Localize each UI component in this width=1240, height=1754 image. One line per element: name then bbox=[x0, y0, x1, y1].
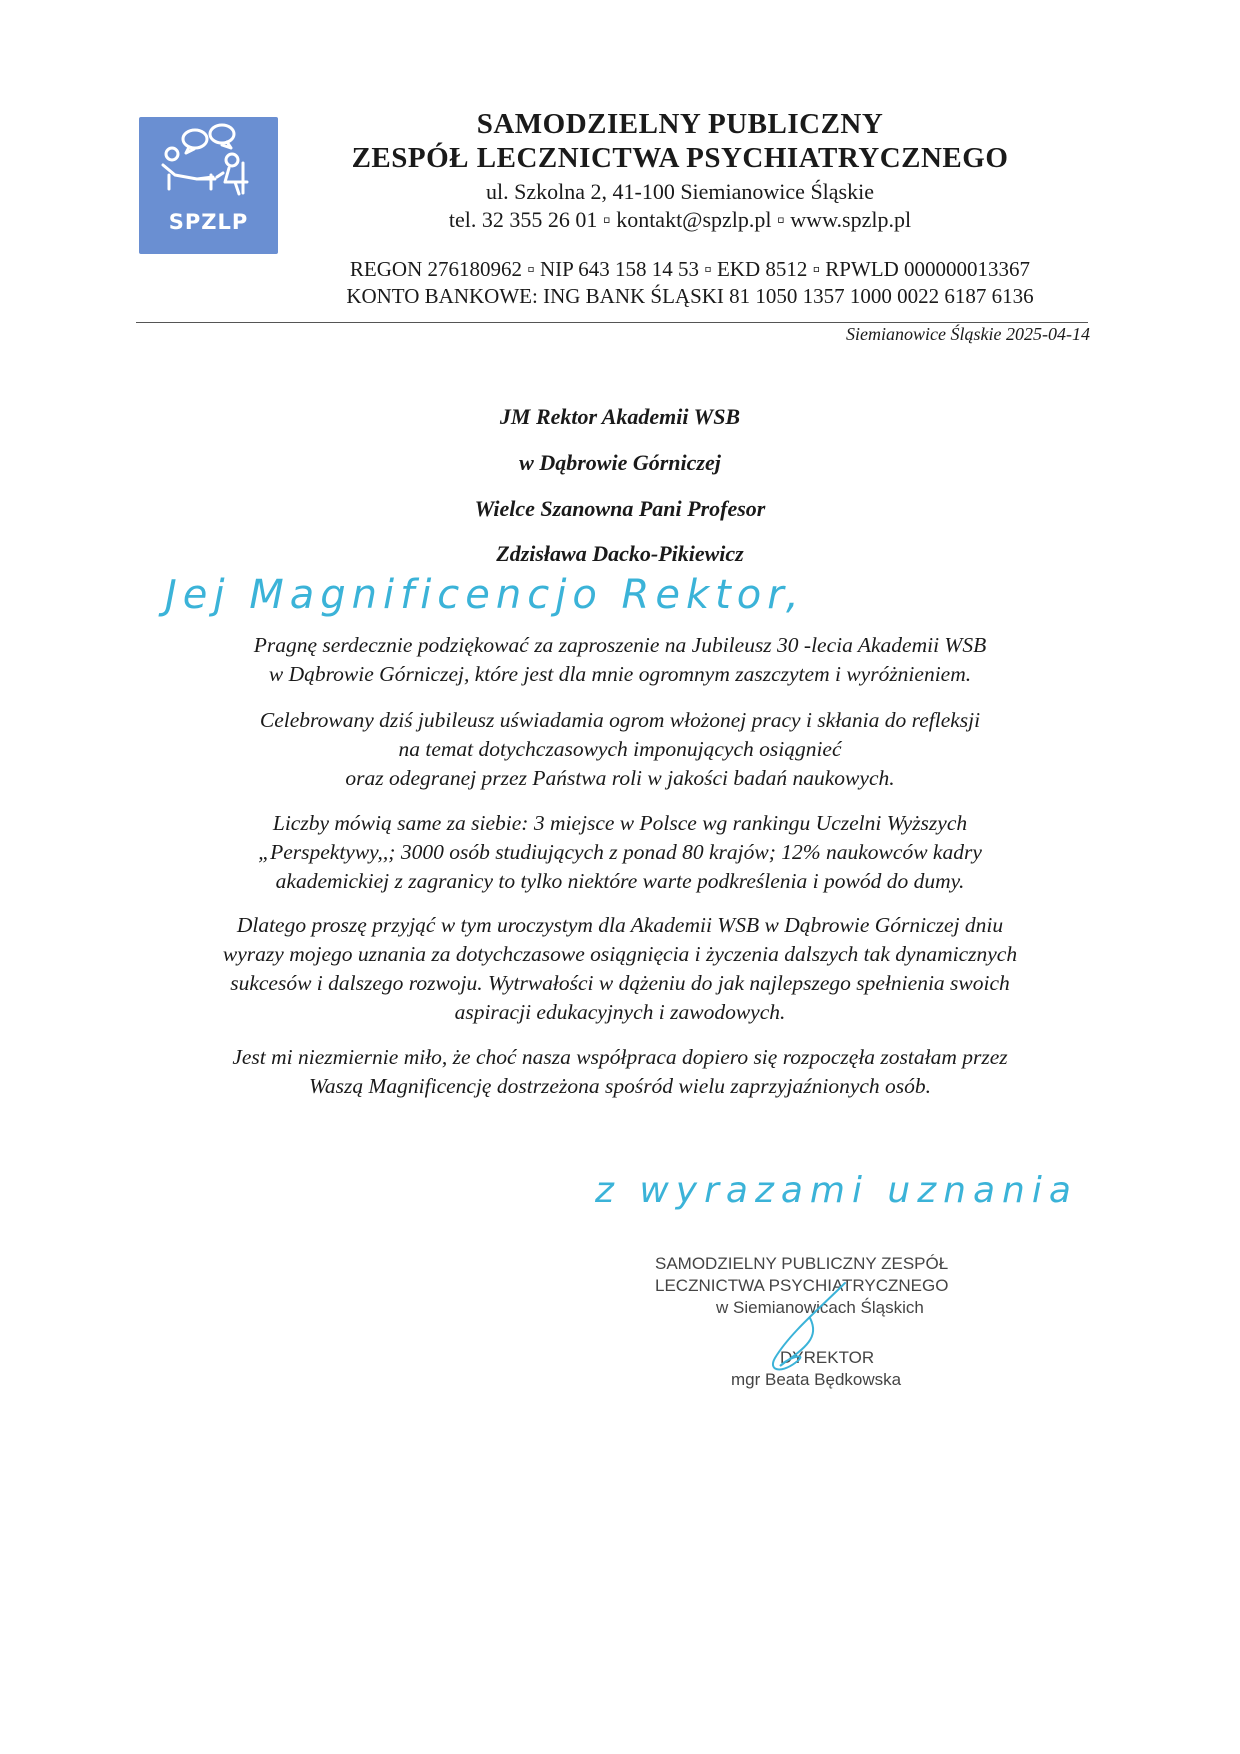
body-paragraph-2: Celebrowany dziś jubileusz uświadamia ogrom włożonej pracy i skłania do refleksji na temat dotychczasowych imponujących osiągnieć oraz odegranej przez Państwa roli w jakości badań naukowych. bbox=[259, 708, 981, 790]
stamp-line1: SAMODZIELNY PUBLICZNY ZESPÓŁ bbox=[655, 1254, 949, 1273]
logo-text: SPZLP bbox=[168, 210, 249, 234]
organization-address: ul. Szkolna 2, 41-100 Siemianowice Śląskie bbox=[486, 179, 874, 204]
stamp-title: DYREKTOR bbox=[780, 1348, 875, 1367]
registration-numbers: REGON 276180962 ▫ NIP 643 158 14 53 ▫ EKD 8512 ▫ RPWLD 000000013367 bbox=[349, 257, 1031, 281]
handwritten-salutation: Jej Magnificencjo Rektor, bbox=[165, 572, 805, 618]
addressee-line3: Wielce Szanowna Pani Profesor bbox=[474, 496, 766, 521]
body-paragraph-4: Dlatego proszę przyjąć w tym uroczystym dla Akademii WSB w Dąbrowie Górniczej dniu wyrazy mojego uznania za dotychczasowe osiągnięcia i życzenia dalszych tak dynamicznych sukcesów i dalszego rozwoju. Wytrwałości w dążeniu do jak najlepszego spełnienia swoich aspiracji edukacyjnych i zawodowych. bbox=[222, 913, 1018, 1024]
stamp-signatory-name: mgr Beata Będkowska bbox=[731, 1370, 902, 1389]
letter-date: Siemianowice Śląskie 2025-04-14 bbox=[846, 324, 1090, 344]
handwritten-signature bbox=[750, 1278, 870, 1388]
stamp-line2: LECZNICTWA PSYCHIATRYCZNEGO bbox=[655, 1276, 949, 1295]
header-divider bbox=[136, 322, 1088, 323]
addressee-line1: JM Rektor Akademii WSB bbox=[499, 404, 741, 429]
stamp-line3: w Siemianowicach Śląskich bbox=[716, 1298, 924, 1317]
bank-account: KONTO BANKOWE: ING BANK ŚLĄSKI 81 1050 1357 1000 0022 6187 6136 bbox=[346, 284, 1034, 308]
body-paragraph-5: Jest mi niezmiernie miło, że choć nasza współpraca dopiero się rozpoczęła zostałam przez Waszą Magnificencję dostrzeżona spośród wielu zaprzyjaźnionych osób. bbox=[232, 1045, 1008, 1098]
handwritten-closing: z wyrazami uznania bbox=[595, 1170, 1078, 1211]
organization-contact: tel. 32 355 26 01 ▫ kontakt@spzlp.pl ▫ www.spzlp.pl bbox=[448, 207, 912, 232]
body-paragraph-1: Pragnę serdecznie podziękować za zaproszenie na Jubileusz 30 -lecia Akademii WSB w Dąbrowie Górniczej, które jest dla mnie ogromnym zaszczytem i wyróżnieniem. bbox=[253, 633, 987, 686]
organization-name-line2: ZESPÓŁ LECZNICTWA PSYCHIATRYCZNEGO bbox=[351, 142, 1009, 174]
organization-name-line1: SAMODZIELNY PUBLICZNY bbox=[476, 108, 884, 140]
addressee-line4: Zdzisława Dacko-Pikiewicz bbox=[496, 541, 744, 566]
body-paragraph-3: Liczby mówią same za siebie: 3 miejsce w Polsce wg rankingu Uczelni Wyższych „Perspektywy,,; 3000 osób studiujących z ponad 80 krajów; 12% naukowców kadry akademickiej z zagranicy to tylko niektóre warte podkreślenia i powód do dumy. bbox=[258, 811, 982, 893]
spzlp-logo bbox=[139, 117, 278, 254]
addressee-line2: w Dąbrowie Górniczej bbox=[519, 450, 721, 475]
